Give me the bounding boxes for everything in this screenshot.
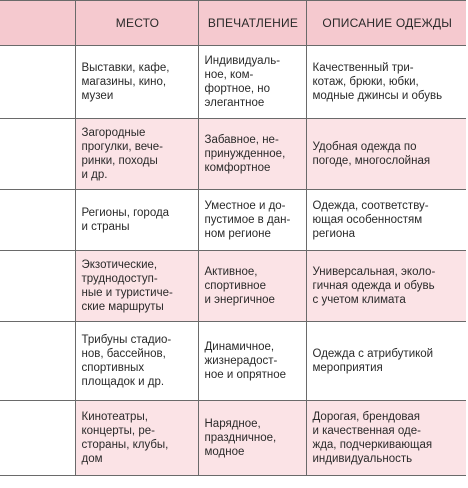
impression-text: Динамичное, жизнерадост- ное и опрятное	[204, 341, 286, 381]
row-blank-cell	[0, 46, 75, 119]
table-row	[0, 46, 466, 119]
clothing-text: Дорогая, брендовая и качественная оде- жда, подчеркивающая индивидуальность	[312, 411, 433, 465]
table-row	[0, 251, 466, 322]
impression-cell	[198, 119, 306, 190]
row-blank-cell	[0, 322, 75, 401]
clothing-text: Одежда, соответству- ющая особенностям региона	[312, 200, 429, 240]
table-row	[0, 190, 466, 251]
impression-text: Индивидуаль- ное, ком- фортное, но элегантное	[204, 55, 281, 109]
place-cell	[75, 401, 198, 476]
place-cell	[75, 190, 198, 251]
impression-cell	[198, 322, 306, 401]
place-text: Экзотические, труднодоступ- ные и туристиче- ские маршруты	[81, 259, 173, 313]
row-blank-cell	[0, 190, 75, 251]
clothing-text: Удобная одежда по погоде, многослойная	[312, 141, 431, 167]
row-blank-cell	[0, 251, 75, 322]
header-place: МЕСТО	[75, 1, 198, 46]
place-text: Загородные прогулки, вече- ринки, походы и др.	[81, 127, 163, 181]
header-clothing: ОПИСАНИЕ ОДЕЖДЫ	[306, 1, 466, 46]
row-blank-cell	[0, 401, 75, 476]
clothing-text: Качественный три- котаж, брюки, юбки, модные джинсы и обувь	[312, 62, 443, 102]
clothing-cell	[306, 251, 466, 322]
place-cell	[75, 322, 198, 401]
table-row	[0, 401, 466, 476]
impression-text: Уместное и до- пустимое в дан- ном регионе	[204, 200, 291, 240]
clothing-cell	[306, 322, 466, 401]
place-text: Трибуны стадио- нов, бассейнов, спортивных площадок и др.	[81, 334, 172, 388]
table-row	[0, 119, 466, 190]
impression-text: Забавное, не- принужденное, комфортное	[204, 134, 286, 174]
place-cell	[75, 119, 198, 190]
clothing-cell	[306, 190, 466, 251]
header-row	[0, 1, 466, 46]
place-cell	[75, 251, 198, 322]
impression-text: Активное, спортивное и энергичное	[204, 266, 275, 306]
place-text: Кинотеатры, концерты, ре- стораны, клубы, дом	[81, 411, 169, 465]
impression-cell	[198, 401, 306, 476]
place-cell	[75, 46, 198, 119]
impression-cell	[198, 46, 306, 119]
impression-text: Нарядное, праздничное, модное	[204, 418, 277, 458]
clothing-cell	[306, 401, 466, 476]
header-impression: ВПЕЧАТЛЕНИЕ	[198, 1, 306, 46]
place-text: Регионы, города и страны	[81, 207, 170, 233]
header-blank	[0, 1, 75, 46]
clothing-cell	[306, 46, 466, 119]
clothing-text: Универсальная, эколо- гичная одежда и обувь с учетом климата	[312, 266, 436, 306]
impression-cell	[198, 251, 306, 322]
impression-cell	[198, 190, 306, 251]
clothing-text: Одежда с атрибутикой мероприятия	[312, 348, 434, 374]
table-row	[0, 322, 466, 401]
row-blank-cell	[0, 119, 75, 190]
place-text: Выставки, кафе, магазины, кино, музеи	[81, 62, 170, 102]
clothing-cell	[306, 119, 466, 190]
